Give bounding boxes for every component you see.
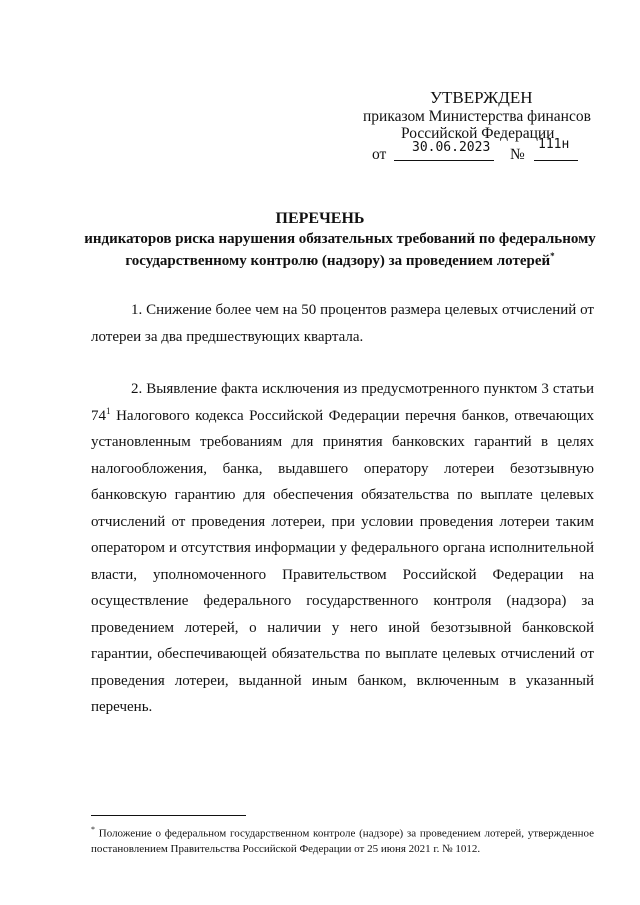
- footnote-divider: [91, 815, 246, 816]
- footnote-text: Положение о федеральном государственном контроле (надзоре) за проведением лотерей, утвержденное постановлением Правительства Российской Федерации от 25 июня 2021 г. № 1012.: [91, 827, 594, 855]
- approval-issuer-line1: приказом Министерства финансов: [363, 108, 591, 125]
- list-item-1: [91, 297, 594, 350]
- date-label: от: [372, 146, 387, 163]
- approval-title: УТВЕРЖДЕН: [430, 88, 533, 107]
- order-date-field: [394, 142, 494, 161]
- order-number-field: [534, 137, 578, 161]
- document-subtitle: [60, 231, 620, 270]
- order-date-number-row: [372, 137, 582, 164]
- footnote-reference-mark: *: [550, 251, 555, 261]
- list-item-2-text-rest: Налогового кодекса Российской Федерации перечня банков, отвечающих установленным требованиям для принятия банковских гарантий в целях налогообложения, банка, выдавшего оператору лотереи безотзывную банковскую гарантию для обеспечения обязательства по выплате целевых отчислений от проведения лотереи, при условии проведения лотереи таким оператором и отсутствия информации у федерального органа исполнительной власти, уполномоченного Правительством Российской Федерации на осуществление федерального государственного контроля (надзора) за проведением лотерей, о наличии у него иной безотзывной банковской гарантии, обеспечивающей обязательства по выплате целевых отчислений от проведения лотереи, выданной иным банком, включенным в указанный перечень.: [91, 407, 594, 715]
- list-item-2-text: [91, 376, 594, 721]
- list-item-2: [91, 376, 594, 721]
- document-subtitle-text: индикаторов риска нарушения обязательных требований по федеральному государственному контролю (надзору) за проведением лотерей: [84, 231, 596, 269]
- number-label: №: [510, 146, 525, 163]
- order-number-value: 111н: [538, 137, 570, 152]
- list-item-2-text-start: 2. Выявление факта исключения из предусмотренного пунктом 3 статьи 74: [91, 381, 594, 424]
- list-item-1-text: 1. Снижение более чем на 50 процентов размера целевых отчислений от лотереи за два предшествующих квартала.: [91, 302, 594, 345]
- document-title: ПЕРЕЧЕНЬ: [275, 210, 365, 227]
- approval-issuer-line2: Российской Федерации: [401, 125, 555, 142]
- article-superscript: 1: [106, 405, 111, 416]
- order-date-value: 30.06.2023: [412, 140, 491, 155]
- footnote: [91, 822, 594, 857]
- footnote-mark: *: [91, 825, 95, 834]
